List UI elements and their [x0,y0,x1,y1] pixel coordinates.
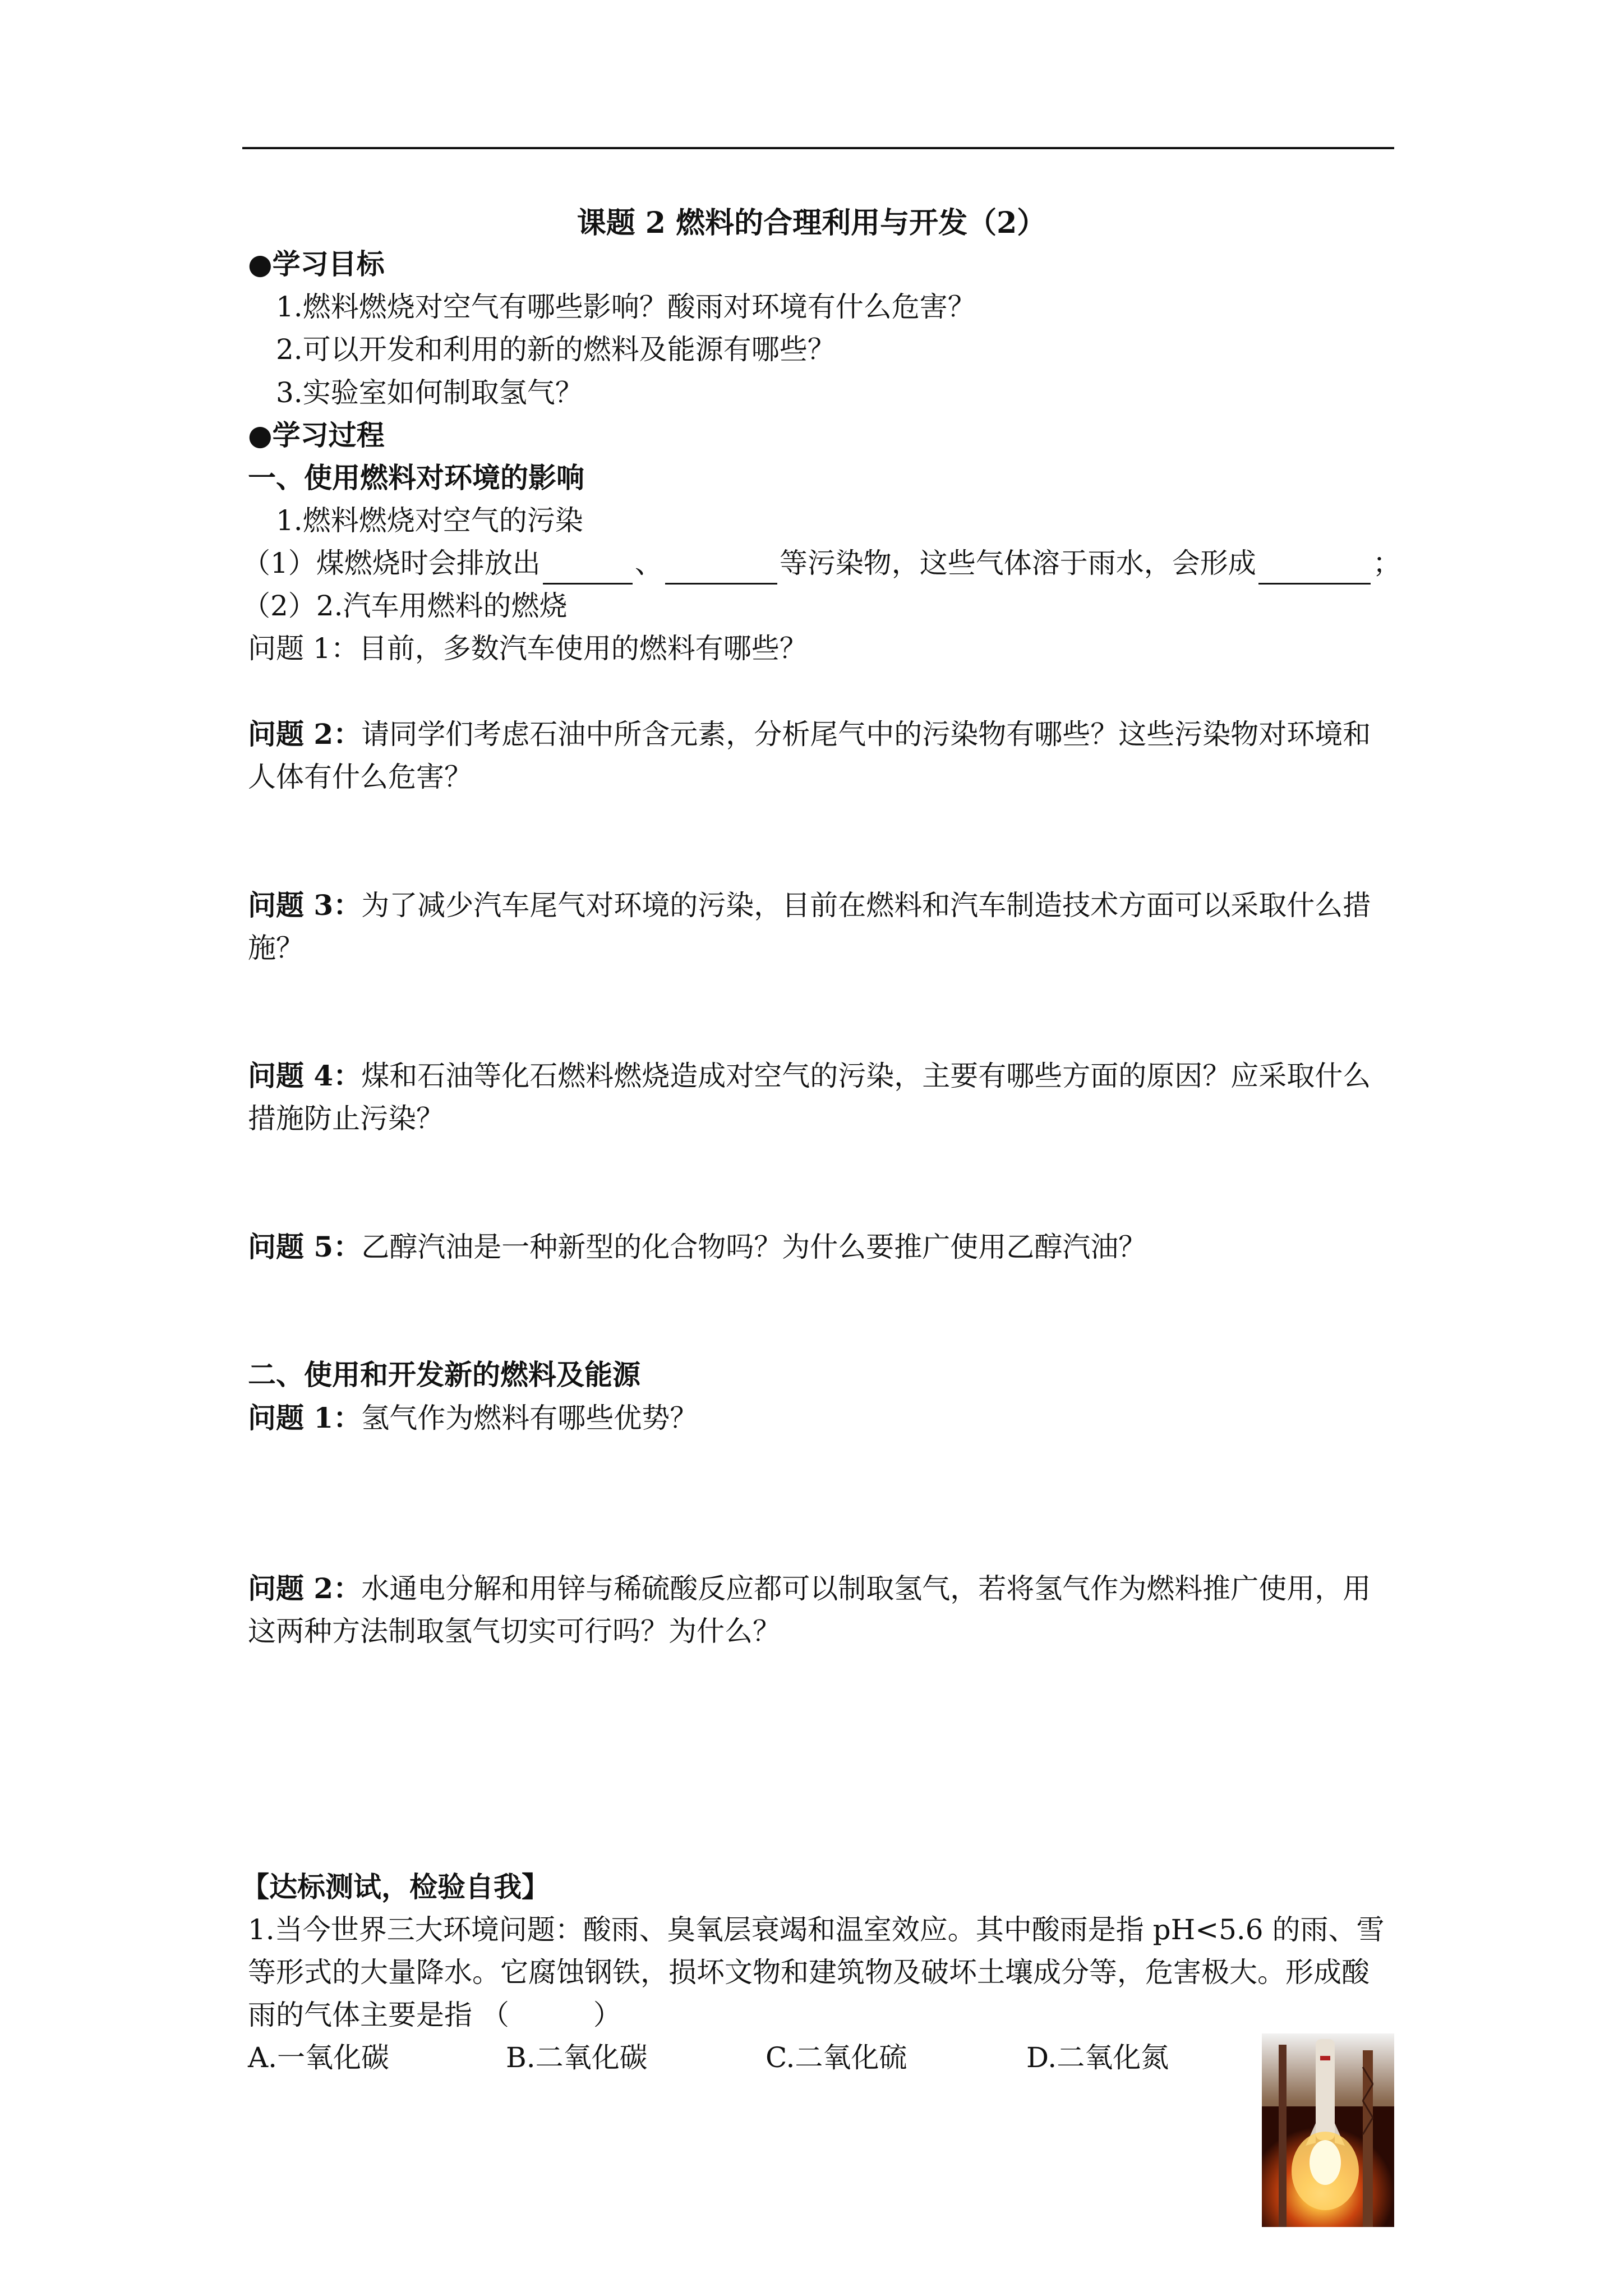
blank-2[interactable] [665,553,777,585]
option-b[interactable]: B.二氧化碳 [506,2041,648,2074]
rocket-launch-illustration [1262,2033,1394,2227]
process-heading: ●学习过程 [248,418,385,452]
option-a[interactable]: A.一氧化碳 [248,2041,390,2074]
blank-1[interactable] [543,553,633,585]
question-2-1 [248,1397,698,1439]
question-1-4 [248,1055,1371,1097]
test-q1-line3: 雨的气体主要是指 （ ） [248,1999,621,2031]
fill-end: ； [1372,547,1401,579]
question-text: 氢气作为燃料有哪些优势？ [361,1402,698,1434]
objectives-heading: ●学习目标 [248,247,385,280]
question-label: 问题 4： [248,1059,362,1092]
question-text: 为了减少汽车尾气对环境的污染，目前在燃料和汽车制造技术方面可以采取什么措 [361,889,1371,922]
question-1-3-cont: 施？ [248,932,304,964]
test-q1-line2: 等形式的大量降水。它腐蚀钢铁，损坏文物和建筑物及破坏土壤成分等，危害极大。形成酸 [248,1956,1370,1989]
question-label: 问题 3： [248,889,362,922]
question-text: 煤和石油等化石燃料燃烧造成对空气的污染，主要有哪些方面的原因？应采取什么 [361,1060,1371,1092]
question-1-3 [248,884,1371,927]
question-text: 目前，多数汽车使用的燃料有哪些？ [358,632,808,665]
question-1-5 [248,1226,1146,1268]
section1-sub1: 1.燃料燃烧对空气的污染 [276,504,583,537]
fill-text-a: （1）煤燃烧时会排放出 [242,547,541,579]
fill-text-b: 等污染物，这些气体溶于雨水，会形成 [779,547,1256,579]
fill-sep: 、 [634,547,663,579]
test-heading: 【达标测试，检验自我】 [241,1870,550,1903]
section2-heading: 二、使用和开发新的燃料及能源 [248,1358,640,1391]
section1-sub2: （2）2.汽车用燃料的燃烧 [242,590,568,622]
fill-blank-line [242,542,1401,585]
question-2-2 [248,1567,1371,1610]
objective-2: 2.可以开发和利用的新的燃料及能源有哪些？ [276,333,836,366]
question-label: 问题 1： [248,632,359,665]
objective-3: 3.实验室如何制取氢气？ [276,376,583,409]
option-c[interactable]: C.二氧化硫 [766,2041,907,2074]
question-label: 问题 2： [248,1572,362,1605]
option-d[interactable]: D.二氧化氮 [1026,2041,1169,2074]
question-1-2-cont: 人体有什么危害？ [248,761,472,793]
page-title: 课题 2 燃料的合理利用与开发（2） [577,206,1046,240]
question-1-2 [248,713,1371,756]
question-2-2-cont: 这两种方法制取氢气切实可行吗？为什么？ [248,1615,781,1648]
blank-3[interactable] [1258,553,1371,585]
question-label: 问题 5： [248,1230,362,1263]
test-q1-line1: 1.当今世界三大环境问题：酸雨、臭氧层衰竭和温室效应。其中酸雨是指 pH<5.6 的雨、雪 [248,1913,1385,1946]
question-label: 问题 2： [248,717,362,751]
question-text: 乙醇汽油是一种新型的化合物吗？为什么要推广使用乙醇汽油？ [361,1231,1147,1263]
question-label: 问题 1： [248,1401,362,1434]
header-rule [242,147,1394,149]
rocket-launch-image [1262,2033,1394,2227]
question-text: 水通电分解和用锌与稀硫酸反应都可以制取氢气，若将氢气作为燃料推广使用，用 [361,1572,1371,1605]
objective-1: 1.燃料燃烧对空气有哪些影响？酸雨对环境有什么危害？ [276,291,976,323]
section1-heading: 一、使用燃料对环境的影响 [248,461,584,494]
question-1-1 [248,627,808,670]
question-1-4-cont: 措施防止污染？ [248,1102,444,1135]
question-text: 请同学们考虑石油中所含元素，分析尾气中的污染物有哪些？这些污染物对环境和 [361,718,1371,751]
